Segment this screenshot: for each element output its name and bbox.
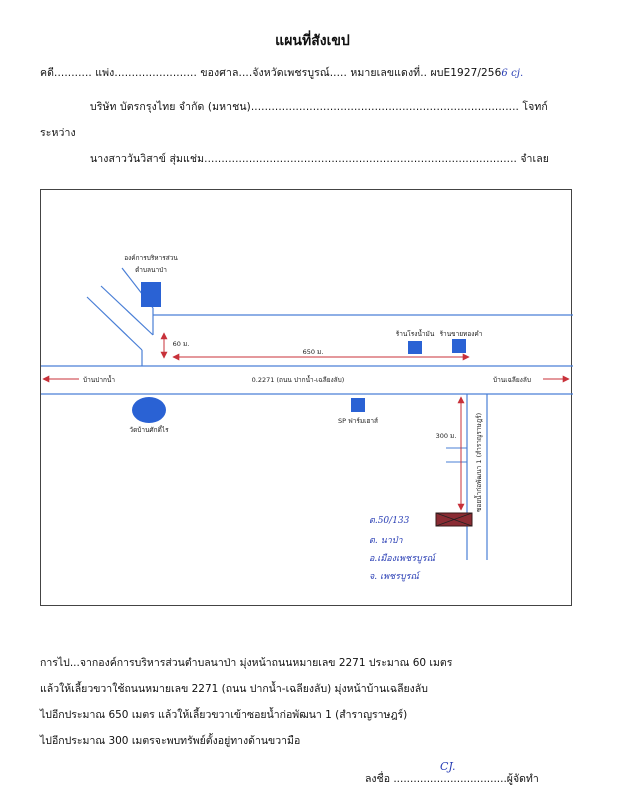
temple-label: วัดบ้านศักดิ์ไร bbox=[129, 426, 169, 434]
case-line-text: คดี........... แพ่ง........................ ของศาล....จังหวัดเพชรบูรณ์..... หมายเลขแดงที่.. ผบE1927/256 bbox=[40, 67, 502, 79]
signature-line: ลงชื่อ ..................................ผู้จัดทำ bbox=[365, 773, 539, 785]
shop2-pin bbox=[452, 339, 466, 353]
case-handwriting: 6 cj. bbox=[501, 68, 524, 79]
plaintiff-line: บริษัท บัตรกรุงไทย จำกัด (มหาชน).............................................................................. โจทก์ bbox=[90, 101, 548, 113]
directions-line-3: ไปอีกประมาณ 650 เมตร แล้วให้เลี้ยวขวาเข้าซอยน้ำก่อพัฒนา 1 (สำราญราษฎร์) bbox=[40, 709, 408, 721]
dist-60-label: 60 ม. bbox=[172, 340, 190, 348]
directions-line-1: การไป...จากองค์การบริหารส่วนตำบลนาป่า มุ่งหน้าถนนหมายเลข 2271 ประมาณ 60 เมตร bbox=[40, 657, 453, 669]
sp-farm-pin bbox=[351, 398, 365, 412]
shop1-label: ร้านโรงน้ำมัน bbox=[395, 330, 435, 338]
sp-farm-label: SP ฟาร์มเฮาส์ bbox=[338, 417, 378, 425]
temple-pin bbox=[132, 397, 166, 423]
shop2-label: ร้านขายทองคำ bbox=[439, 330, 483, 338]
dist-300-label: 300 ม. bbox=[435, 432, 457, 440]
map-frame bbox=[40, 189, 572, 606]
shop1-pin bbox=[408, 341, 422, 354]
org-label-1: องค์การบริหารส่วน bbox=[124, 254, 178, 262]
case-line bbox=[40, 64, 523, 81]
defendant-line: นางสาววันวิสาข์ สุ่มแช่ม........................................................................................... จำเลย bbox=[90, 153, 550, 165]
signature-handwriting: CJ. bbox=[440, 760, 456, 773]
page-title: แผนที่สังเขป bbox=[275, 33, 350, 49]
directions-line-4: ไปอีกประมาณ 300 เมตรจะพบทรัพย์ตั้งอยู่ทางด้านขวามือ bbox=[40, 735, 301, 747]
hand-address-3: อ.เมืองเพชรบูรณ์ bbox=[369, 554, 435, 564]
directions-line-2: แล้วให้เลี้ยวขวาใช้ถนนหมายเลข 2271 (ถนน ปากน้ำ-เฉลียงลับ) มุ่งหน้าบ้านเฉลียงลับ bbox=[40, 683, 428, 695]
property-marker bbox=[436, 513, 472, 526]
map-drawing bbox=[41, 190, 573, 607]
side-road-b bbox=[87, 297, 142, 350]
soi-label: ซอยน้ำก่อพัฒนา 1 (สำราญราษฎร์) bbox=[475, 412, 483, 512]
hand-address-1: ต.50/133 bbox=[369, 516, 410, 526]
main-road-label: 0.2271 (ถนน ปากน้ำ-เฉลียงลับ) bbox=[251, 376, 345, 384]
right-dest-label: บ้านเฉลียงลับ bbox=[493, 376, 531, 384]
hand-address-2: ต. นาป่า bbox=[369, 536, 403, 546]
org-building-pin bbox=[141, 282, 161, 307]
hand-address-4: จ. เพชรบูรณ์ bbox=[369, 572, 419, 582]
org-label-2: ตำบลนาป่า bbox=[135, 266, 167, 274]
dist-650-label: 650 ม. bbox=[302, 348, 324, 356]
left-dest-label: บ้านปากน้ำ bbox=[83, 376, 116, 384]
between-label: ระหว่าง bbox=[40, 127, 76, 139]
